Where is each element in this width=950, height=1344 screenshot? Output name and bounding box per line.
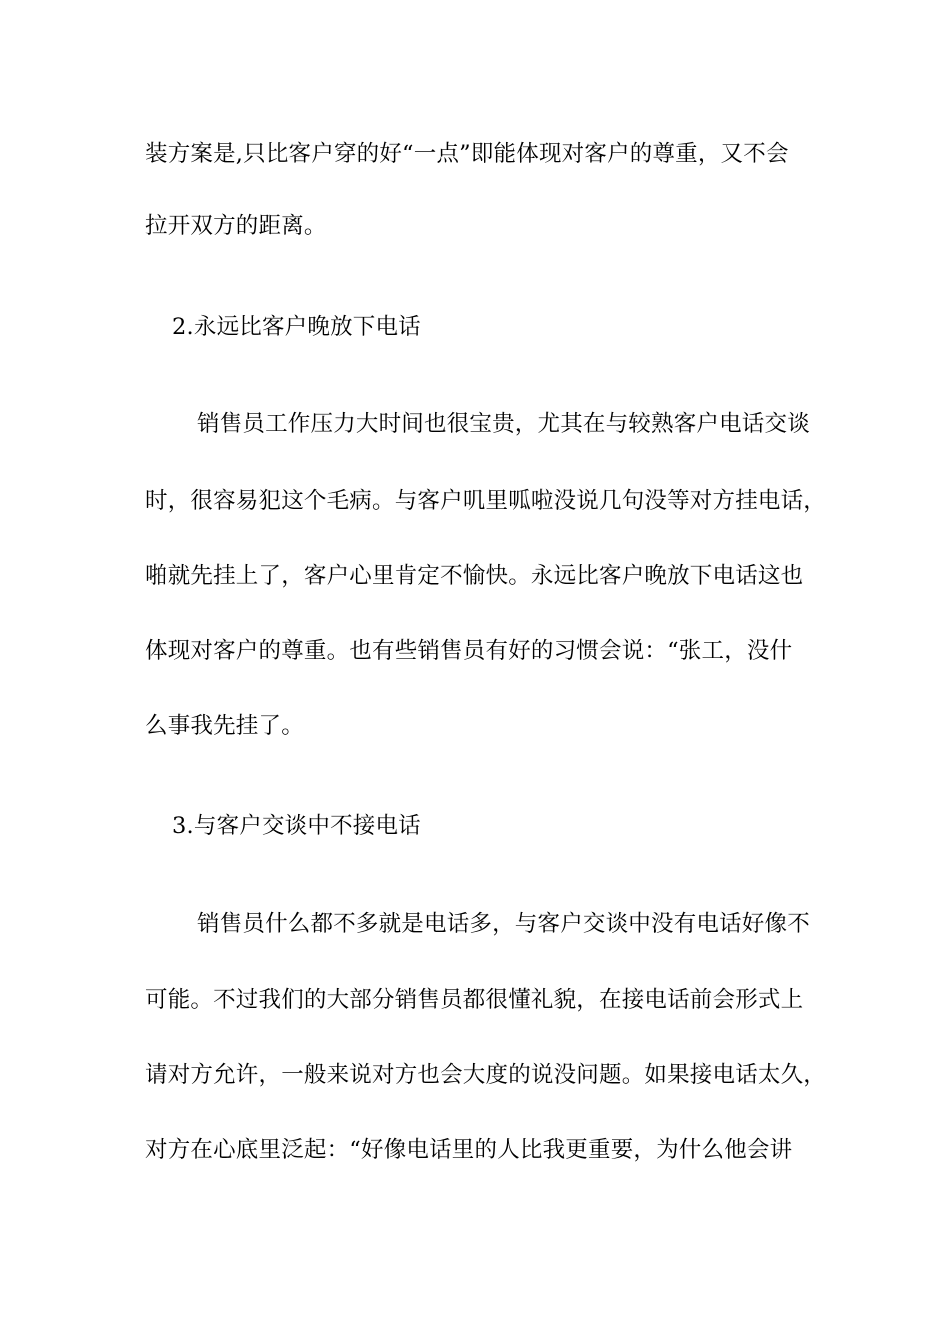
paragraph-line: 对方在心底里泛起：“好像电话里的人比我更重要，为什么他会讲	[145, 1137, 793, 1163]
paragraph-line: 拉开双方的距离。	[145, 213, 327, 239]
section-heading: 2.永远比客户晚放下电话	[172, 314, 421, 340]
paragraph-line: 体现对客户的尊重。也有些销售员有好的习惯会说：“张工，没什	[145, 638, 793, 664]
paragraph-line: 么事我先挂了。	[145, 713, 304, 739]
paragraph-line: 销售员什么都不多就是电话多，与客户交谈中没有电话好像不	[197, 911, 810, 937]
paragraph-line: 啪就先挂上了，客户心里肯定不愉快。永远比客户晚放下电话这也	[145, 563, 804, 589]
paragraph-line: 请对方允许，一般来说对方也会大度的说没问题。如果接电话太久，	[145, 1062, 827, 1088]
section-heading: 3.与客户交谈中不接电话	[172, 813, 421, 839]
paragraph-line: 销售员工作压力大时间也很宝贵，尤其在与较熟客户电话交谈	[197, 411, 810, 437]
paragraph-line: 可能。不过我们的大部分销售员都很懂礼貌，在接电话前会形式上	[145, 987, 804, 1013]
paragraph-line: 时，很容易犯这个毛病。与客户叽里呱啦没说几句没等对方挂电话，	[145, 488, 827, 514]
paragraph-line: 装方案是,只比客户穿的好“一点”即能体现对客户的尊重，又不会	[145, 141, 789, 167]
